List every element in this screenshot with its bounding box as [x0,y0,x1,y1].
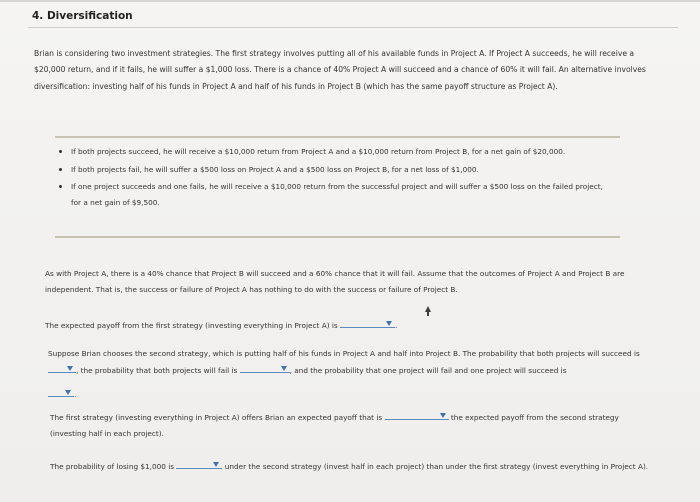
q2-text-b: , the probability that both projects will fail is [76,366,238,375]
box-top-rule [55,136,620,138]
q2-block [48,345,663,403]
q3-text-a: The first strategy (investing everything in Project A) offers Brian an expected payoff that is [50,413,383,422]
q3-comparison-dropdown[interactable] [385,410,449,420]
top-border [0,0,700,2]
title-divider [28,27,678,28]
chevron-down-icon [386,321,392,326]
bullet-text: If one project succeeds and one fails, he will receive a $10,000 return from the successful project and will suffer a $500 loss on the failed project, for a net gain of $9,500. [71,182,603,207]
bullet-text: If both projects fail, he will suffer a $500 loss on Project A and a $500 loss on Project B, for a net loss of $1,000. [71,164,479,174]
payoff-bullets-box [55,136,620,238]
chevron-down-icon [440,413,446,418]
chevron-down-icon [65,390,71,395]
q1-text: The expected payoff from the first strategy (investing everything in Project A) is [45,321,338,330]
q2-one-fails-dropdown[interactable] [48,387,77,399]
question-title: 4. Diversification [32,10,133,22]
chevron-down-icon [213,462,219,467]
q1-line [45,318,665,334]
q3-block [50,410,650,441]
q1-end: . [395,321,398,330]
bullet-item [59,144,609,160]
bullet-dot-icon [59,168,62,171]
chevron-down-icon [281,366,287,371]
q3-text-b: the expected payoff from the second strategy (investing half in each project). [50,413,619,438]
q4-block [50,459,655,475]
q2-text-c: , and the probability that one project will fail and one project will succeed is [289,366,567,375]
q2-end: . [74,390,77,399]
q4-text-b: under the second strategy (invest half in each project) than under the first strategy (invest everything in Project A). [224,462,649,471]
mouse-cursor-icon [425,306,431,312]
bullet-list [59,144,609,212]
bullet-item [59,162,609,178]
q4-text-a: The probability of losing $1,000 is [50,462,175,471]
chevron-down-icon [67,366,73,371]
q2-text-a: Suppose Brian chooses the second strategy, which is putting half of his funds in Project A and half into Project B. The probability that both projects will succeed is [48,349,640,358]
bullet-dot-icon [59,185,62,188]
q4-probability-comparison-dropdown[interactable] [176,459,222,469]
q2-both-succeed-dropdown[interactable] [48,363,76,373]
bullet-text: If both projects succeed, he will receive a $10,000 return from Project A and a $10,000 return from Project B, for a net gain of $20,000. [71,147,566,156]
bullet-item [59,179,609,210]
bullet-dot-icon [59,150,62,153]
project-b-paragraph: As with Project A, there is a 40% chance that Project B will succeed and a 60% chance that it will fail. Assume that the outcomes of Project A and Project B are independent. That is, the success or failure of Project A has nothing to do with the success or failure of Project B. [45,269,625,294]
intro-paragraph: Brian is considering two investment strategies. The first strategy involves putting all of his available funds in Project A. If Project A succeeds, he will receive a $20,000 return, and if it fails, he will suffer a $1,000 loss. There is a chance of 40% Project A will succeed and a chance of 60% it will fail. An alternative involves diversification: investing half of his funds in Project A and half of his funds in Project B (which has the same payoff structure as Project A). [34,49,646,91]
box-bottom-rule [55,236,620,238]
q1-expected-payoff-dropdown[interactable] [340,318,398,330]
q2-both-fail-dropdown[interactable] [240,363,290,373]
